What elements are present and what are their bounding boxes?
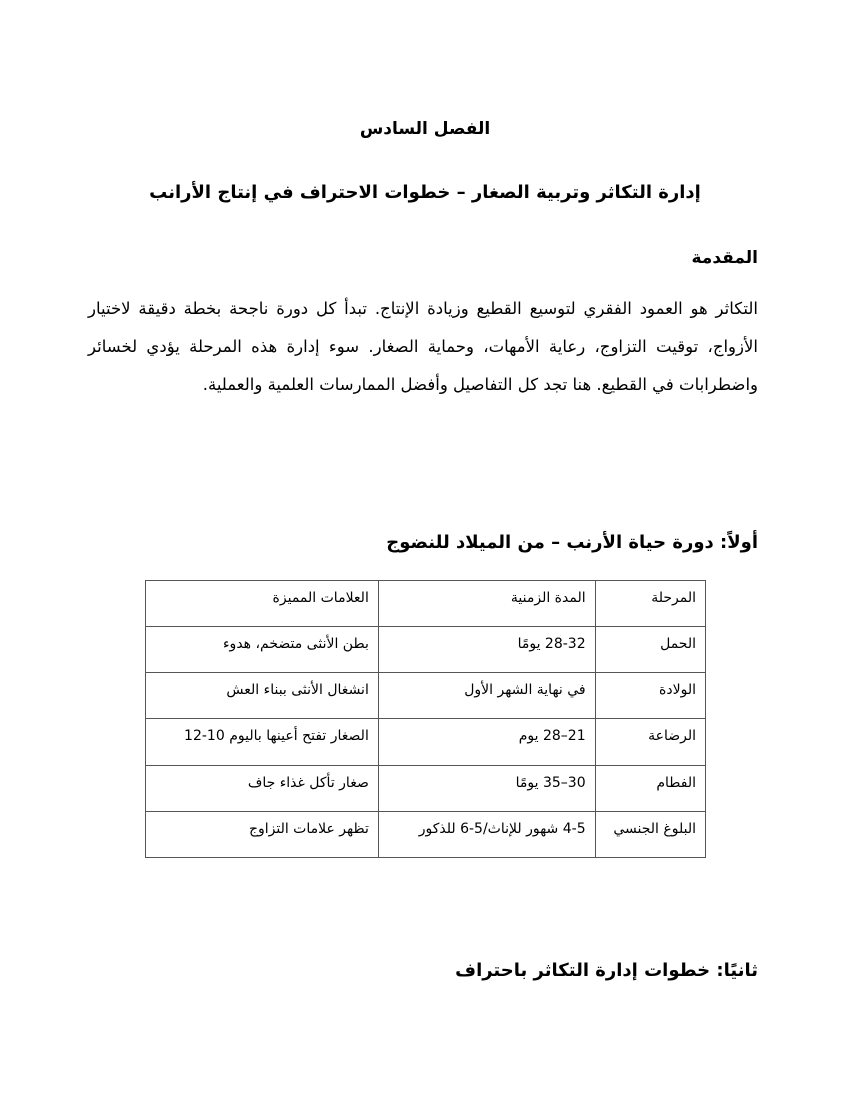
cell-signs: صغار تأكل غذاء جاف bbox=[146, 765, 379, 811]
cell-duration: في نهاية الشهر الأول bbox=[378, 673, 595, 719]
header-cell-duration: المدة الزمنية bbox=[378, 581, 595, 627]
table-row bbox=[146, 673, 706, 719]
cell-signs: انشغال الأنثى ببناء العش bbox=[146, 673, 379, 719]
cell-stage: الولادة bbox=[595, 673, 705, 719]
document-title: إدارة التكاثر وتربية الصغار – خطوات الاحتراف في إنتاج الأرانب bbox=[149, 182, 701, 203]
table-row bbox=[146, 719, 706, 765]
cell-stage: البلوغ الجنسي bbox=[595, 811, 705, 857]
lifecycle-table bbox=[145, 580, 706, 858]
table-row bbox=[146, 627, 706, 673]
cell-signs: بطن الأنثى متضخم، هدوء bbox=[146, 627, 379, 673]
intro-paragraph: التكاثر هو العمود الفقري لتوسيع القطيع وزيادة الإنتاج. تبدأ كل دورة ناجحة بخطة دقيقة لاختيار الأزواج، توقيت التزاوج، رعاية الأمهات، وحماية الصغار. سوء إدارة هذه المرحلة يؤدي لخسائر واضطرابات في القطيع. هنا تجد كل التفاصيل وأفضل الممارسات العلمية والعملية. bbox=[88, 299, 758, 394]
table-row bbox=[146, 765, 706, 811]
cell-duration: 21–28 يوم bbox=[378, 719, 595, 765]
header-cell-signs: العلامات المميزة bbox=[146, 581, 379, 627]
table-header-row bbox=[146, 581, 706, 627]
intro-heading: المقدمة bbox=[691, 248, 758, 268]
cell-stage: الحمل bbox=[595, 627, 705, 673]
cell-duration: 30–35 يومًا bbox=[378, 765, 595, 811]
header-cell-stage: المرحلة bbox=[595, 581, 705, 627]
cell-duration: 4-5 شهور للإناث/5-6 للذكور bbox=[378, 811, 595, 857]
cell-stage: الفطام bbox=[595, 765, 705, 811]
cell-signs: تظهر علامات التزاوج bbox=[146, 811, 379, 857]
section1-heading: أولاً: دورة حياة الأرنب – من الميلاد للنضوج bbox=[386, 532, 758, 553]
section2-heading: ثانيًا: خطوات إدارة التكاثر باحتراف bbox=[455, 960, 758, 981]
cell-signs: الصغار تفتح أعينها باليوم 10-12 bbox=[146, 719, 379, 765]
cell-stage: الرضاعة bbox=[595, 719, 705, 765]
cell-duration: 28-32 يومًا bbox=[378, 627, 595, 673]
chapter-title: الفصل السادس bbox=[359, 119, 491, 139]
table-row bbox=[146, 811, 706, 857]
